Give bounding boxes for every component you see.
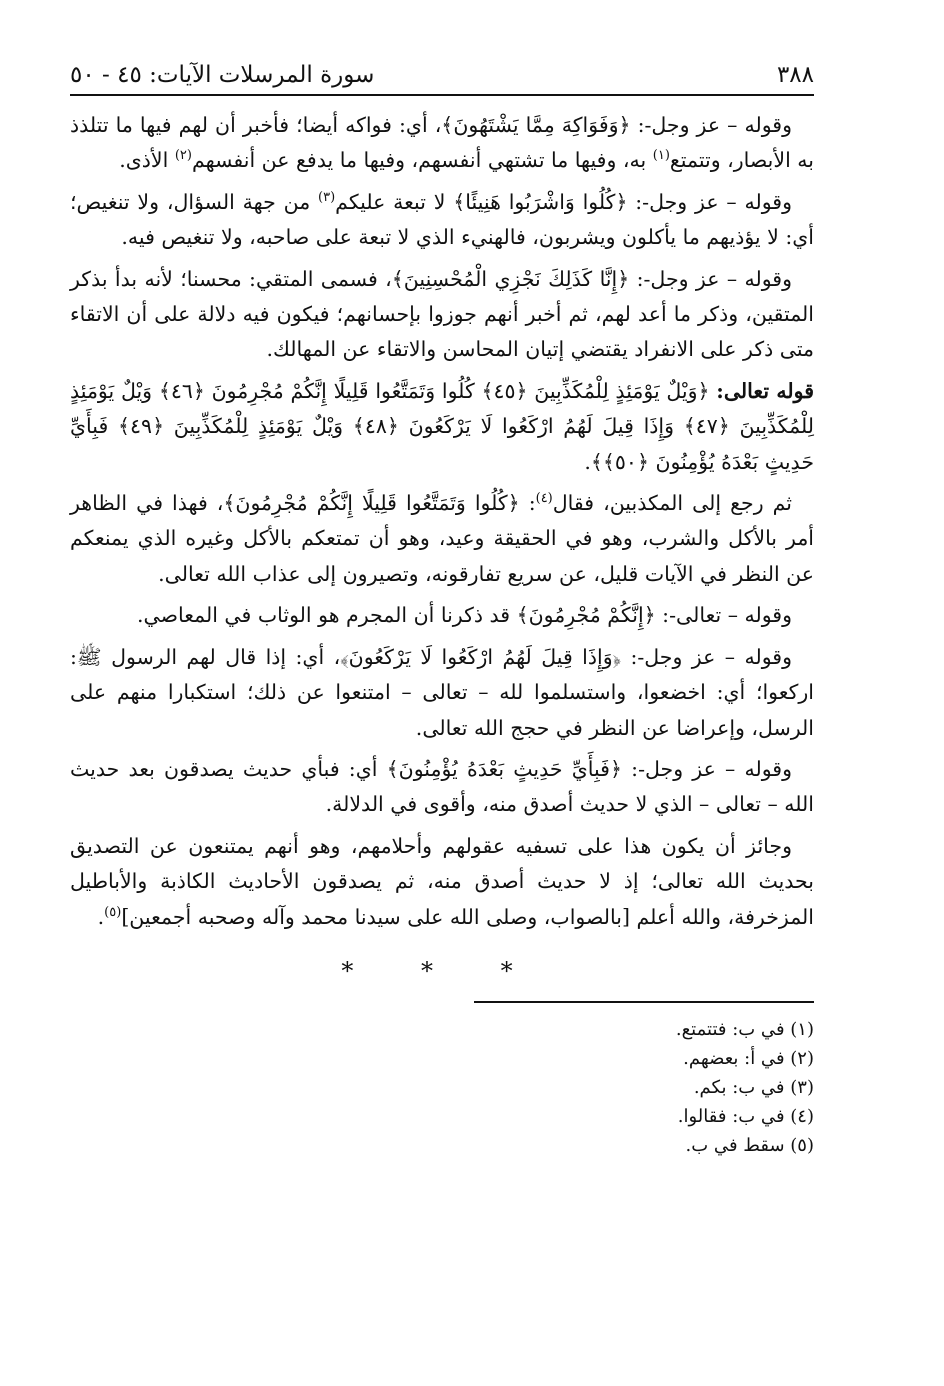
page-body bbox=[70, 108, 814, 935]
footnote-ref-4: (٤) bbox=[535, 491, 553, 507]
paragraph-irkau: وقوله – عز وجل-: ﴿وَإِذَا قِيلَ لَهُمُ ارْكَعُوا لَا يَرْكَعُونَ﴾، أي: إذا قال لهم الرسول ﷺ: اركعوا؛ أي: اخضعوا، واستسلموا لله – تعالى – امتنعوا عن ذلك؛ استكبارا منهم على الرسل، وإعراضا عن النظر في حجج الله تعالى. bbox=[70, 644, 814, 740]
verse-block bbox=[70, 374, 814, 480]
footnote-4: (٤) في ب: فقالوا. bbox=[677, 1105, 814, 1127]
running-header bbox=[70, 62, 814, 96]
paragraph-kulu-washrabu: وقوله – عز وجل-: ﴿كُلُوا وَاشْرَبُوا هَنِيئًا﴾ لا تبعة عليكم$^{(٣)}$ من جهة السؤال، ولا تنغيص؛ أي: لا يؤذيهم ما يأكلون ويشربون، فالهنيء الذي لا تبعة على صاحبه، ولا تنغيص فيه. bbox=[70, 189, 814, 250]
paragraph-jaiz: وجائز أن يكون هذا على تسفيه عقولهم وأحلامهم، وهو أنهم يمتنعون عن التصديق بحديث الله تعالى؛ إذ لا حديث أصدق منه، ثم يصدقون الأحاديث الكاذبة والأباطيل المزخرفة، والله أعلم [بالصواب، وصلى الله على سيدنا محمد وآله وصحبه أجمعين]$^{(٥)}$. bbox=[70, 833, 814, 929]
footnote-1: (١) في ب: فتتمتع. bbox=[675, 1018, 814, 1040]
footnote-ref-5: (٥) bbox=[104, 904, 122, 920]
footnote-divider bbox=[474, 1001, 814, 1003]
footnote-ref-2: (٢) bbox=[174, 148, 192, 164]
paragraph-muhsinin: وقوله – عز وجل-: ﴿إِنَّا كَذَلِكَ نَجْزِي الْمُحْسِنِينَ﴾، فسمى المتقي: محسنا؛ لأنه بدأ بذكر المتقين، وذكر ما أعد لهم، ثم أخبر أنهم جوزوا بإحسانهم؛ فيكون فيه دلالة على أن الاتقاء متى ذكر على الانفراد يقتضي إتيان المحاسن والاتقاء عن المهالك. bbox=[70, 266, 814, 362]
paragraph-fabiayyi: وقوله – عز وجل-: ﴿فَبِأَيِّ حَدِيثٍ بَعْدَهُ يُؤْمِنُونَ﴾ أي: فبأي حديث يصدقون بعد حديث الله – تعالى – الذي لا حديث أصدق منه، وأقوى في الدلالة. bbox=[70, 756, 814, 817]
header-title: سورة المرسلات الآيات: ٤٥ - ٥٠ bbox=[70, 62, 375, 88]
footnotes bbox=[70, 1015, 814, 1160]
footnote-2: (٢) في أ: بعضهم. bbox=[683, 1047, 814, 1069]
footnote-ref-3: (٣) bbox=[318, 189, 336, 205]
footnote-ref-1: (١) bbox=[652, 148, 670, 164]
footnote-3: (٣) في ب: بكم. bbox=[693, 1076, 814, 1098]
page-number: ٣٨٨ bbox=[776, 62, 814, 88]
verse-label: قوله تعالى: bbox=[716, 378, 815, 403]
book-page bbox=[70, 62, 814, 1160]
section-separator: * * * bbox=[341, 956, 543, 985]
paragraph-mukadhdhibin: ثم رجع إلى المكذبين، فقال$^{(٤)}$: ﴿كُلُوا وَتَمَتَّعُوا قَلِيلًا إِنَّكُمْ مُجْرِمُونَ﴾، فهذا في الظاهر أمر بالأكل والشرب، وهو في الحقيقة وعيد، وهو أن تمتعكم بالأكل وغيره الذي يمنعكم عن النظر في الآيات قليل، عن سريع تفارقونه، وتصيرون إلى عذاب الله تعالى. bbox=[70, 491, 814, 586]
footnote-5: (٥) سقط في ب. bbox=[685, 1134, 814, 1156]
verse-text: ﴿وَيْلٌ يَوْمَئِذٍ لِلْمُكَذِّبِينَ ﴿٤٥﴾ كُلُوا وَتَمَتَّعُوا قَلِيلًا إِنَّكُمْ مُجْرِمُونَ ﴿٤٦﴾ وَيْلٌ يَوْمَئِذٍ لِلْمُكَذِّبِينَ ﴿٤٧﴾ وَإِذَا قِيلَ لَهُمُ ارْكَعُوا لَا يَرْكَعُونَ ﴿٤٨﴾ وَيْلٌ يَوْمَئِذٍ لِلْمُكَذِّبِينَ ﴿٤٩﴾ فَبِأَيِّ حَدِيثٍ بَعْدَهُ يُؤْمِنُونَ ﴿٥٠﴾﴾. bbox=[70, 378, 814, 474]
paragraph-mujrimun: وقوله – تعالى-: ﴿إِنَّكُمْ مُجْرِمُونَ﴾ قد ذكرنا أن المجرم هو الوثاب في المعاصي. bbox=[136, 603, 792, 628]
paragraph-fawakih: وقوله – عز وجل-: ﴿وَفَوَاكِهَ مِمَّا يَشْتَهُونَ﴾، أي: فواكه أيضا؛ فأخبر أن لهم فيها ما تتلذذ به الأبصار، وتتمتع$^{(١)}$ به، وفيها ما تشتهي أنفسهم، وفيها ما يدفع عن أنفسهم$^{(٢)}$ الأذى. bbox=[70, 113, 814, 173]
